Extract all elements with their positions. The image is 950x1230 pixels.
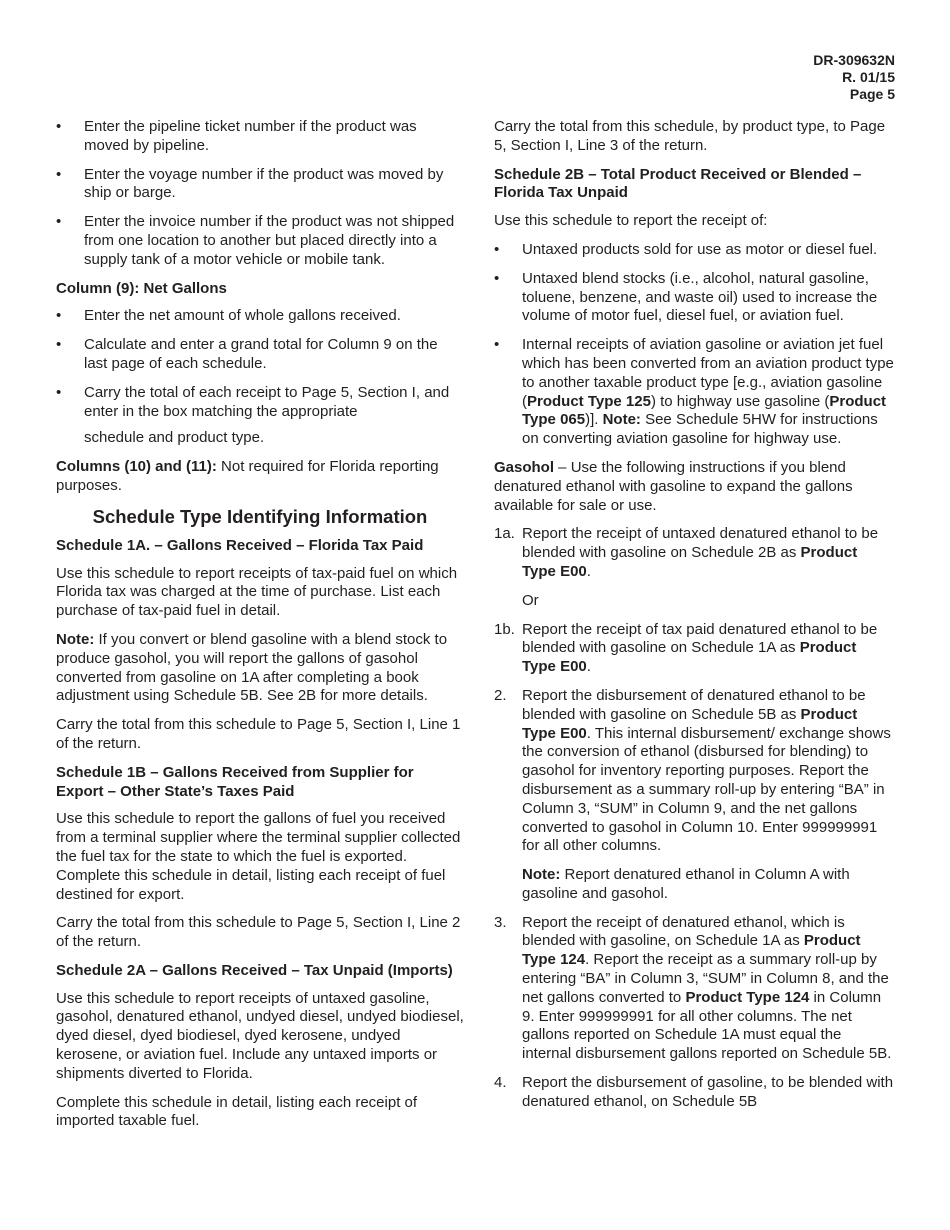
schedule-1b-heading: Schedule 1B – Gallons Received from Supplier for Export – Other State’s Taxes Paid [56, 763, 414, 800]
list-item: • Enter the invoice number if the product was not shipped from one location to another but placed directly into a supply tank of a motor vehicle or mobile tank. [56, 213, 455, 268]
bullet-icon: • [494, 240, 500, 258]
bullet-icon: • [56, 165, 62, 183]
section-title: Schedule Type Identifying Information [92, 505, 428, 527]
page-header [813, 52, 895, 103]
list-item: • Enter the voyage number if the product was moved by ship or barge. [56, 165, 444, 202]
schedule-2b-intro: Use this schedule to report the receipt of: [494, 212, 768, 230]
list-item: 1a. Report the receipt of untaxed denatured ethanol to be blended with gasoline on Schedule 2B as Product Type E00. [494, 525, 879, 580]
item-2-note: Note: Report denatured ethanol in Column A with gasoline and gasohol. [522, 866, 850, 902]
bullet-icon: • [56, 383, 62, 401]
column-9-heading: Column (9): Net Gallons [56, 279, 227, 297]
list-item: 3. Report the receipt of denatured ethanol, which is blended with gasoline, on Schedule 1A as Product Type 124. Report the receipt as a summary roll-up by entering “BA” in Column 3, “SUM” in Column 8, and the net gallons converted to Product Type 124 in Column 9. Enter 999999991 for all other columns. The net gallons reported on Schedule 1A must equal the internal disbursement gallons reported on Schedule 5B. [494, 913, 892, 1063]
list-item: • Untaxed blend stocks (i.e., alcohol, natural gasoline, toluene, benzene, and waste oil) used to increase the volume of motor fuel, diesel fuel, or aviation fuel. [494, 269, 878, 325]
list-item: • Enter the pipeline ticket number if the product was moved by pipeline. [56, 118, 417, 154]
schedule-1a-note: Note: If you convert or blend gasoline with a blend stock to produce gasohol, you will report the gallons of gasohol converted from gasoline on 1A after completing a book adjustment using Schedule 5B. See 2B for more details. [56, 630, 448, 705]
schedule-1a-carry: Carry the total from this schedule to Page 5, Section I, Line 1 of the return. [56, 716, 461, 752]
list-item: 4. Report the disbursement of gasoline, to be blended with denatured ethanol, on Schedule 5B [494, 1074, 894, 1110]
columns-10-11-text: Columns (10) and (11): Not required for Florida reporting purposes. [56, 458, 439, 494]
list-item: • Internal receipts of aviation gasoline or aviation jet fuel which has been converted from an aviation product type to another taxable product type [e.g., aviation gasoline (Product Type 125) to highway use gasoline (Product Type 065)]. Note: See Schedule 5HW for instructions on converting aviation gasoline for highway use. [494, 336, 894, 448]
schedule-1a-heading: Schedule 1A. – Gallons Received – Florida Tax Paid [56, 536, 424, 554]
schedule-1a-text: Use this schedule to report receipts of tax-paid fuel on which Florida tax was charged at the time of purchase. List each purchase of tax-paid fuel in detail. [56, 564, 458, 620]
left-column [56, 118, 464, 1141]
schedule-2a-heading: Schedule 2A – Gallons Received – Tax Unpaid (Imports) [56, 961, 453, 979]
gasohol-intro: Gasohol – Use the following instructions if you blend denatured ethanol with gasoline to expand the gallons available for sale or use. [494, 458, 853, 514]
bullet-icon: • [56, 307, 62, 325]
form-id: DR-309632N [813, 52, 895, 68]
bullet-icon: • [494, 269, 500, 287]
schedule-1b-carry: Carry the total from this schedule to Page 5, Section I, Line 2 of the return. [56, 914, 461, 951]
bullet-icon: • [56, 213, 62, 231]
schedule-2b-heading: Schedule 2B – Total Product Received or Blended – Florida Tax Unpaid [494, 165, 862, 202]
list-item: • Carry the total of each receipt to Page 5, Section I, and enter in the box matching the appropriate [56, 383, 450, 420]
bullet-icon: • [494, 336, 500, 354]
schedule-2a-complete: Complete this schedule in detail, listing each receipt of imported taxable fuel. [56, 1093, 418, 1130]
page-number: Page 5 [849, 86, 895, 102]
list-item: 2. Report the disbursement of denatured ethanol to be blended with gasoline on Schedule 5B as Product Type E00. This internal disbursement/ exchange shows the conversion of ethanol (disbursed for blending) to gasohol for inventory reporting purposes. Report the disbursement as a summary roll-up by entering “BA” in Column 3, “SUM” in Column 9, and the net gallons converted to gasohol in Column 10. Enter 999999991 for all other columns. [494, 686, 891, 855]
bullet-icon: • [56, 118, 62, 135]
list-item: • Enter the net amount of whole gallons received. [56, 307, 401, 325]
schedule-1b-text: Use this schedule to report the gallons of fuel you received from a terminal supplier where the terminal supplier collected the fuel tax for the state to which the fuel is exported. Complete this schedule in detail, listing each receipt of fuel destined for export. [56, 810, 461, 903]
list-item-continuation: schedule and product type. [84, 429, 265, 447]
list-item: • Untaxed products sold for use as motor or diesel fuel. [494, 240, 878, 258]
revision-date: R. 01/15 [842, 69, 895, 85]
bullet-icon: • [56, 336, 62, 354]
right-column [494, 118, 894, 1122]
list-item: • Calculate and enter a grand total for Column 9 on the last page of each schedule. [56, 336, 438, 372]
schedule-2a-carry: Carry the total from this schedule, by product type, to Page 5, Section I, Line 3 of the return. [494, 118, 886, 154]
schedule-2a-text: Use this schedule to report receipts of untaxed gasoline, gasohol, denatured ethanol, undyed diesel, undyed biodiesel, dyed diesel, dyed biodiesel, dyed kerosene, undyed kerosene, or aviation fuel. Include any untaxed imports or shipments diverted to Florida. [56, 989, 464, 1082]
or-text: Or [522, 591, 539, 609]
list-item: 1b. Report the receipt of tax paid denatured ethanol to be blended with gasoline on Schedule 1A as Product Type E00. [494, 620, 878, 676]
